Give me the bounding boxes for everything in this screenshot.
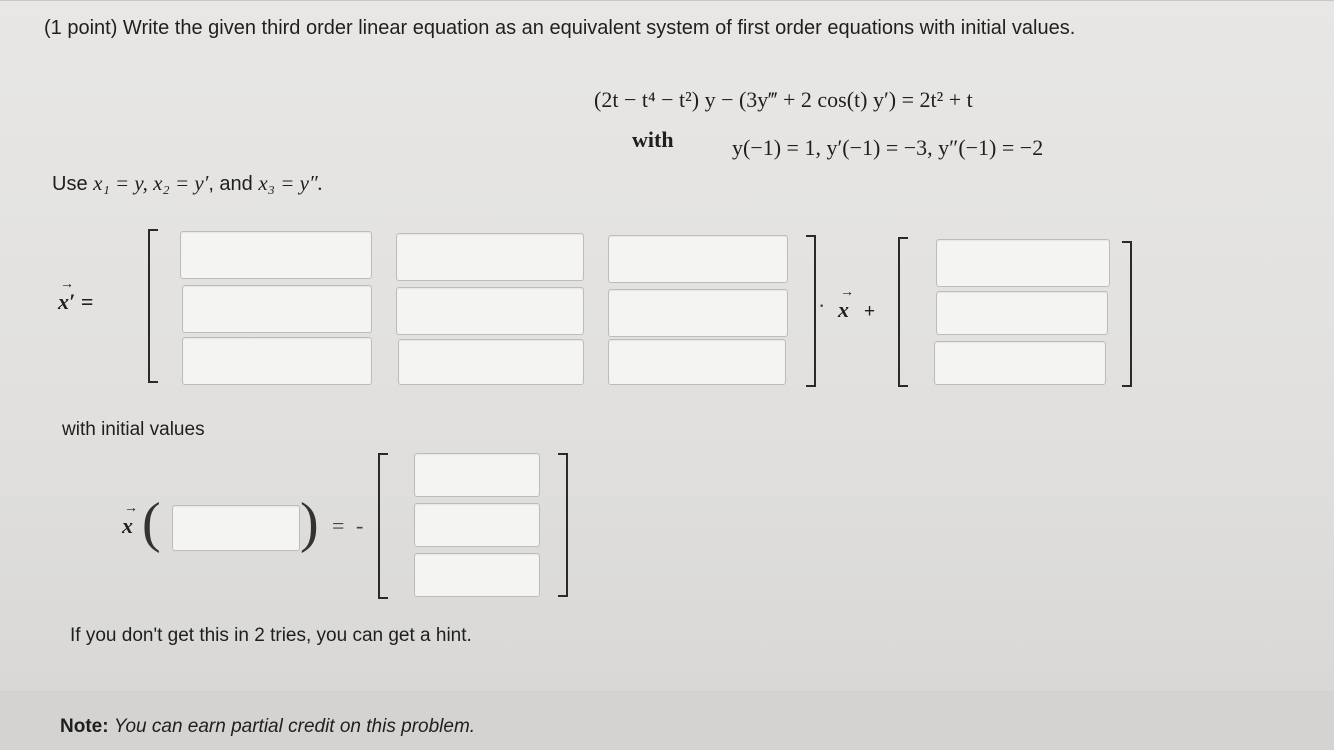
with-label: with — [632, 127, 674, 152]
matrix-input-r2c2[interactable] — [396, 287, 584, 335]
use-substitution-2: x₃ = y″. — [258, 171, 323, 195]
initial-conditions: y(−1) = 1, y′(−1) = −3, y″(−1) = −2 — [732, 135, 1044, 160]
problem-intro: (1 point) Write the given third order linear equation as an equivalent system of first order equations with initial values. — [44, 17, 1076, 39]
equals-sign: = — [332, 513, 345, 538]
vector-arrow-icon: → — [840, 285, 854, 300]
initial-right-bracket — [558, 453, 568, 597]
matrix-input-r3c3[interactable] — [608, 339, 786, 385]
use-substitution: x₁ = y, x₂ = y′ — [93, 171, 209, 195]
x-vector-symbol: → x — [838, 285, 854, 322]
matrix-input-r1c1[interactable] — [180, 231, 372, 279]
matrix-left-bracket — [148, 229, 158, 383]
initial-left-bracket — [378, 453, 388, 599]
differential-equation: (2t − t⁴ − t²) y − (3y‴ + 2 cos(t) y′) = 2t² + t — [594, 87, 973, 112]
use-and: , and — [208, 173, 253, 195]
initial-vector-input-2[interactable] — [414, 503, 540, 547]
forcing-left-bracket — [898, 237, 908, 387]
multiply-dot: · — [818, 293, 826, 318]
matrix-input-r1c2[interactable] — [396, 233, 584, 281]
x-initial-symbol: → x — [122, 501, 138, 538]
initial-values-label: with initial values — [62, 419, 205, 440]
note-text: You can earn partial credit on this problem. — [113, 716, 476, 737]
partial-credit-note — [60, 716, 475, 738]
note-label: Note: — [60, 716, 109, 737]
initial-vector-input-1[interactable] — [414, 453, 540, 497]
initial-time-input[interactable] — [172, 505, 300, 551]
matrix-input-r2c3[interactable] — [608, 289, 788, 337]
vector-arrow-icon: → — [60, 277, 74, 292]
matrix-input-r2c1[interactable] — [182, 285, 372, 333]
hint-text: If you don't get this in 2 tries, you can get a hint. — [70, 625, 472, 646]
substitution-hint — [52, 171, 323, 196]
dash-separator: - — [356, 513, 364, 538]
matrix-input-r1c3[interactable] — [608, 235, 788, 283]
use-prefix: Use — [52, 173, 88, 195]
matrix-input-r3c1[interactable] — [182, 337, 372, 385]
matrix-input-r3c2[interactable] — [398, 339, 584, 385]
forcing-input-2[interactable] — [936, 291, 1108, 335]
x-prime-label: → x′ = — [58, 277, 94, 314]
left-paren: ( — [142, 492, 161, 554]
forcing-input-3[interactable] — [934, 341, 1106, 385]
initial-vector-input-3[interactable] — [414, 553, 540, 597]
plus-sign: + — [864, 301, 876, 322]
forcing-input-1[interactable] — [936, 239, 1110, 287]
matrix-right-bracket — [806, 235, 816, 387]
right-paren: ) — [300, 492, 319, 554]
forcing-right-bracket — [1122, 241, 1132, 387]
vector-arrow-icon: → — [124, 501, 138, 516]
